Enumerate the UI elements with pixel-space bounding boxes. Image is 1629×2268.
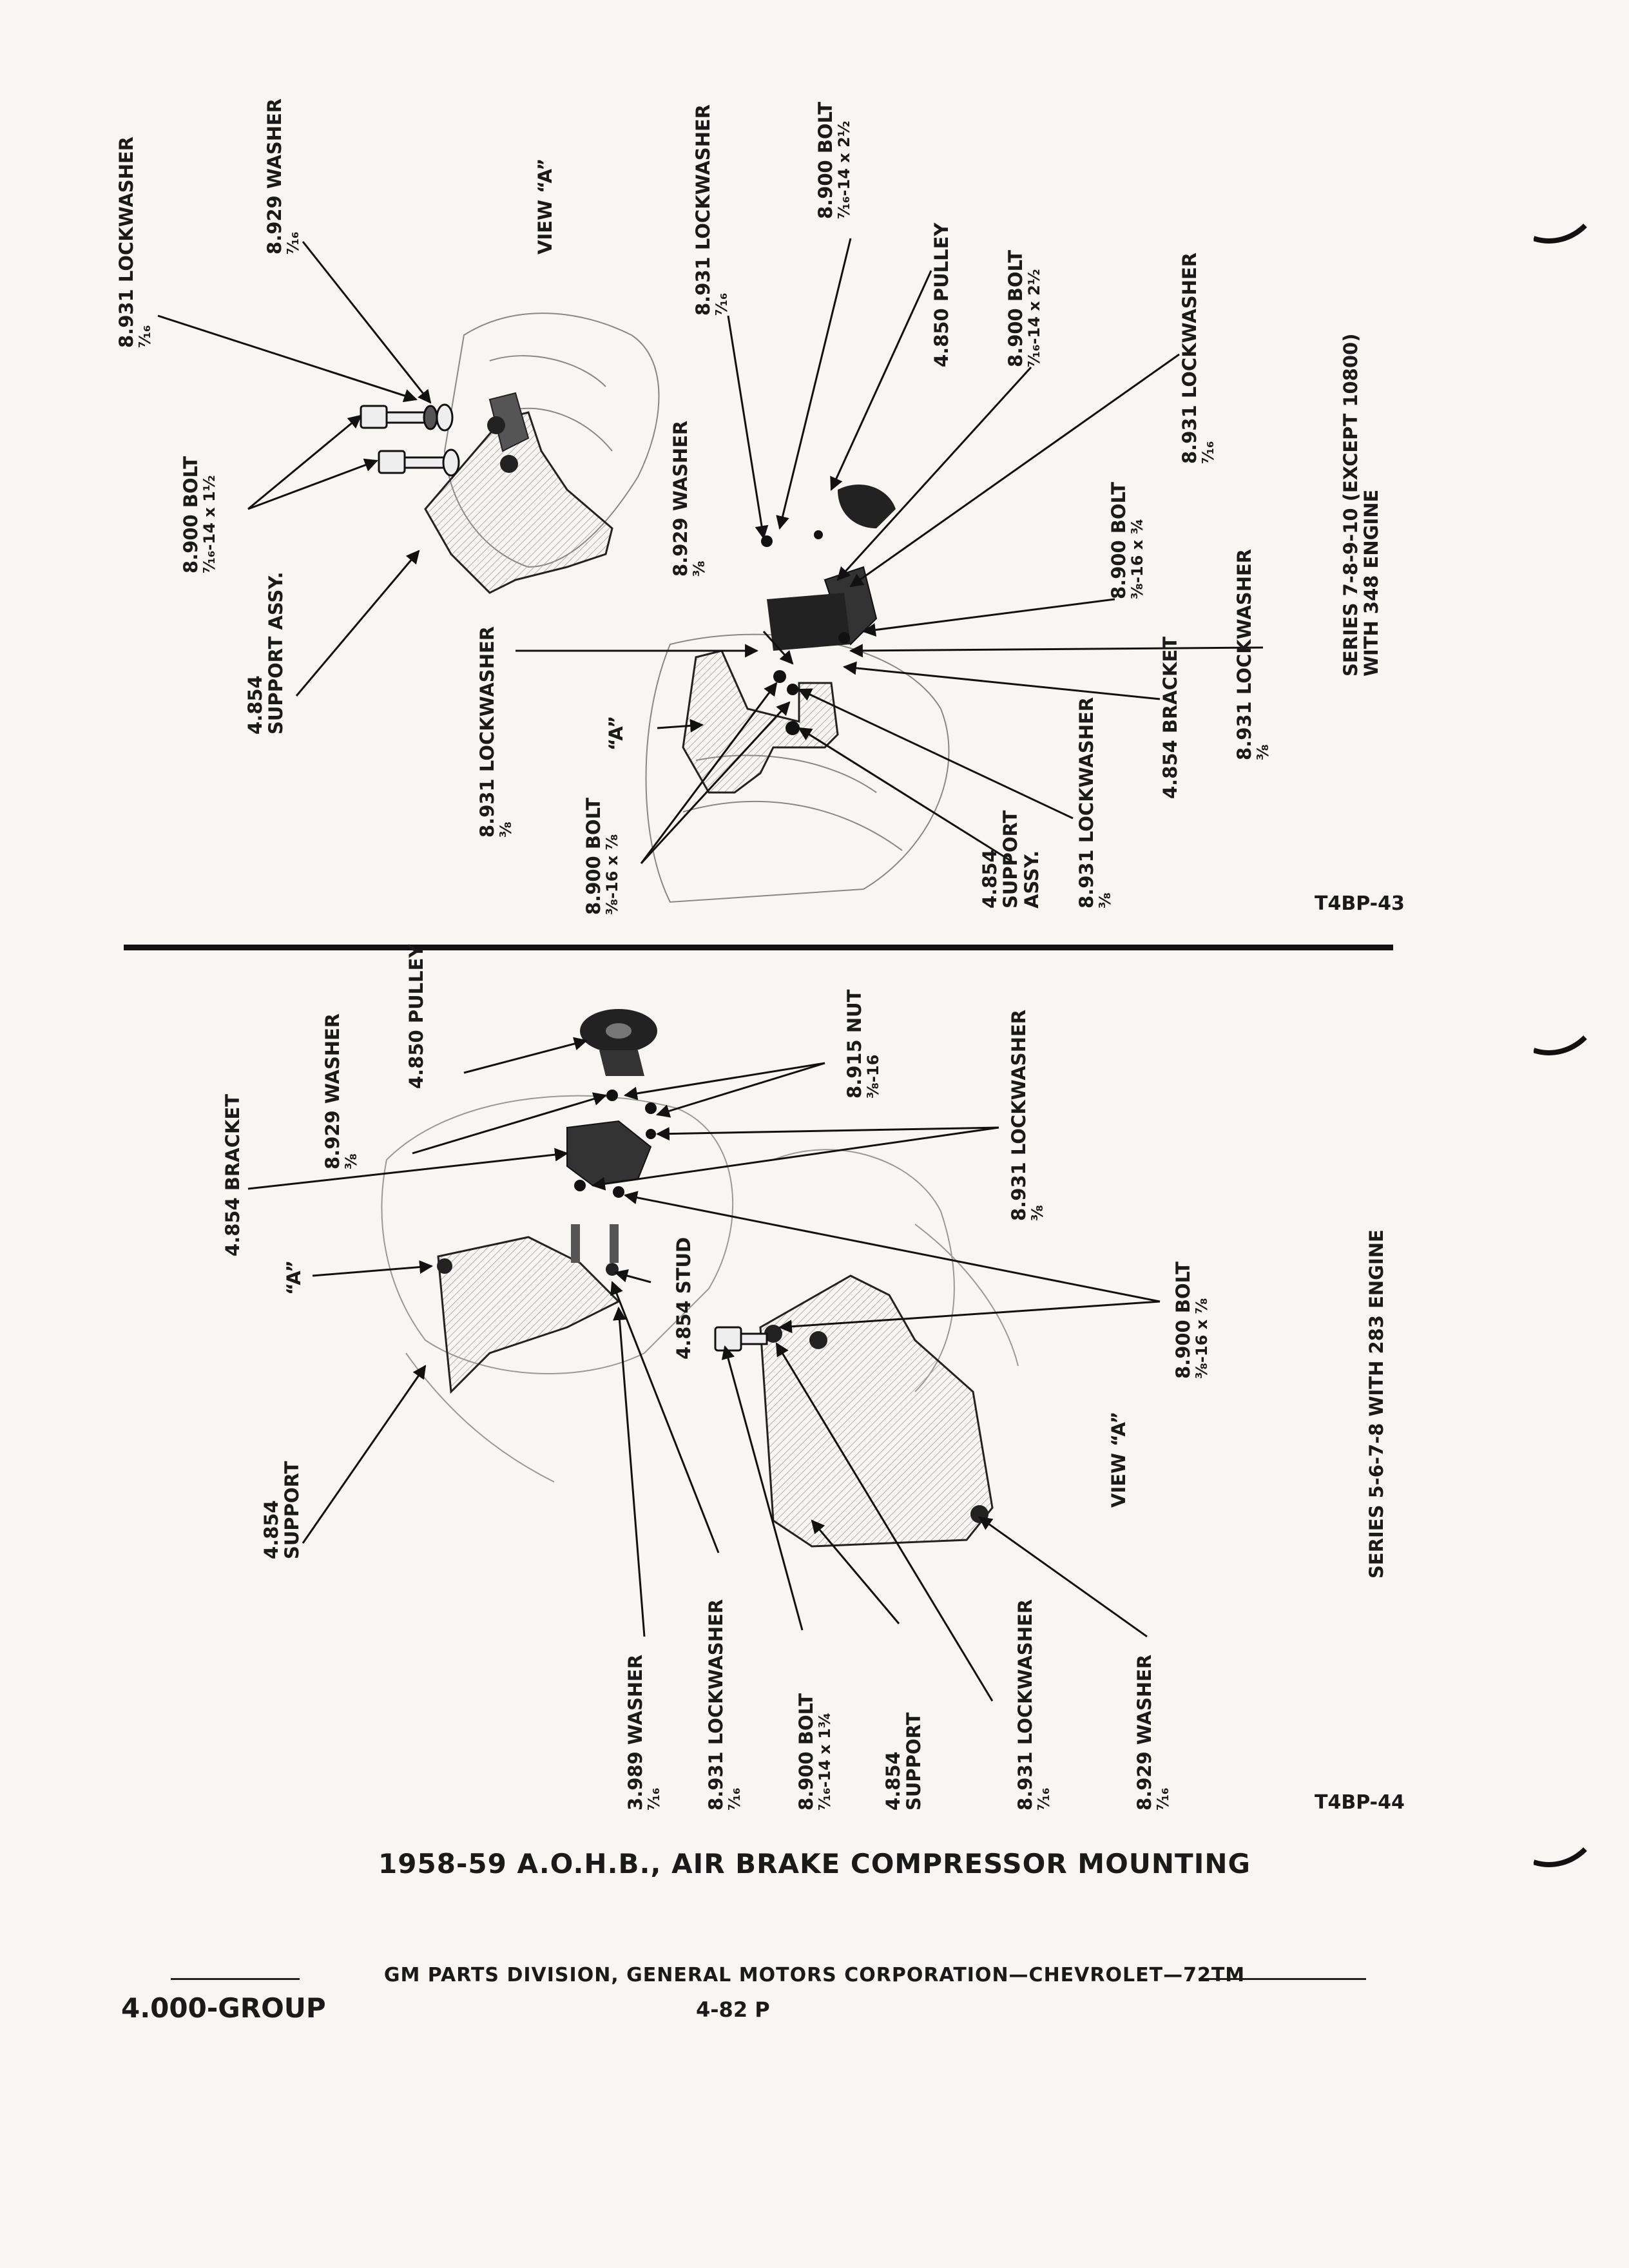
label-bottom-support-a: 4.854 SUPPORT <box>260 1461 304 1559</box>
label-top-pulley: 4.850 PULLEY <box>930 222 952 367</box>
label-top-lockwasher-716-c: 8.931 LOCKWASHER ⁷⁄₁₆ <box>1179 252 1218 464</box>
label-top-bolt-38-78: 8.900 BOLT ³⁄₈-16 x ⁷⁄₈ <box>583 797 622 915</box>
label-top-support-assy-b: 4.854 SUPPORT ASSY. <box>979 810 1043 908</box>
label-bottom-bracket: 4.854 BRACKET <box>222 1093 244 1256</box>
label-top-bracket: 4.854 BRACKET <box>1159 636 1181 799</box>
label-top-bolt-716-112: 8.900 BOLT ⁷⁄₁₆-14 x 1½ <box>180 456 219 573</box>
top-bolts-drawing <box>361 405 459 476</box>
label-top-bolt-38-34: 8.900 BOLT ³⁄₈-16 x ¾ <box>1108 481 1147 599</box>
marker-a-bottom: “A” <box>283 1260 305 1295</box>
label-top-lockwasher-716-b: 8.931 LOCKWASHER ⁷⁄₁₆ <box>692 104 731 316</box>
label-bottom-lockwasher-716-b: 8.931 LOCKWASHER ⁷⁄₁₆ <box>1014 1599 1054 1811</box>
label-bottom-bolt-38-78: 8.900 BOLT ³⁄₈-16 x ⁷⁄₈ <box>1172 1261 1211 1379</box>
page-number: 4-82 P <box>696 1997 770 2022</box>
label-top-bolt-716-212-a: 8.900 BOLT ⁷⁄₁₆-14 x 2½ <box>815 101 854 219</box>
label-top-washer-38: 8.929 WASHER ³⁄₈ <box>670 420 709 577</box>
bottom-bracket-drawing <box>567 1009 657 1263</box>
binding-marks <box>1534 168 1598 2229</box>
fig-id-bottom: T4BP-44 <box>1315 1791 1405 1814</box>
label-bottom-support-b: 4.854 SUPPORT <box>882 1712 925 1811</box>
label-bottom-washer-716-b: 8.929 WASHER ⁷⁄₁₆ <box>1133 1654 1173 1811</box>
label-top-lockwasher-38-b: 8.931 LOCKWASHER ³⁄₈ <box>476 626 516 838</box>
label-bottom-lockwasher-38: 8.931 LOCKWASHER ³⁄₈ <box>1008 1009 1047 1221</box>
label-top-lockwasher-716-a: 8.931 LOCKWASHER ⁷⁄₁₆ <box>115 136 155 348</box>
label-bottom-washer-716-a: 3.989 WASHER ⁷⁄₁₆ <box>624 1654 664 1811</box>
view-a-label-bottom: VIEW “A” <box>1108 1411 1130 1508</box>
label-bottom-bolt-716-134: 8.900 BOLT ⁷⁄₁₆-14 x 1¾ <box>795 1693 834 1811</box>
label-series-bottom: SERIES 5-6-7-8 WITH 283 ENGINE <box>1365 1229 1387 1579</box>
leader-lines <box>158 238 1263 1701</box>
footer-publisher: GM PARTS DIVISION, GENERAL MOTORS CORPORATION—CHEVROLET—72TM <box>383 1964 1246 1986</box>
marker-a-top: “A” <box>605 715 627 751</box>
view-a-label-top: VIEW “A” <box>534 158 556 255</box>
top-support-assy-drawing <box>425 393 612 593</box>
label-bottom-stud: 4.854 STUD <box>673 1236 695 1360</box>
label-bottom-nut: 8.915 NUT ³⁄₈-16 <box>843 989 883 1099</box>
figure-divider <box>124 945 1393 950</box>
label-top-lockwasher-38-c: 8.931 LOCKWASHER ³⁄₈ <box>1075 697 1115 908</box>
label-top-bolt-716-212-b: 8.900 BOLT ⁷⁄₁₆-14 x 2½ <box>1005 249 1044 367</box>
fig-id-top: T4BP-43 <box>1315 892 1405 915</box>
label-bottom-washer-38: 8.929 WASHER ³⁄₈ <box>322 1013 361 1169</box>
label-top-lockwasher-38-a: 8.931 LOCKWASHER ³⁄₈ <box>1233 548 1273 760</box>
label-series-top: SERIES 7-8-9-10 (EXCEPT 10800) WITH 348 ENGINE <box>1340 333 1383 677</box>
footer-group: 4.000-GROUP <box>121 1992 326 2024</box>
label-top-washer-716: 8.929 WASHER ⁷⁄₁₆ <box>264 98 303 255</box>
page-caption: 1958-59 A.O.H.B., AIR BRAKE COMPRESSOR MOUNTING <box>378 1848 1251 1879</box>
label-top-support-assy-a: 4.854 SUPPORT ASSY. <box>244 572 287 735</box>
top-bracket-drawing <box>683 485 896 793</box>
label-bottom-pulley: 4.850 PULLEY <box>405 944 427 1089</box>
bottom-upper-support-drawing <box>437 1237 619 1392</box>
label-bottom-lockwasher-716-a: 8.931 LOCKWASHER ⁷⁄₁₆ <box>705 1599 744 1811</box>
